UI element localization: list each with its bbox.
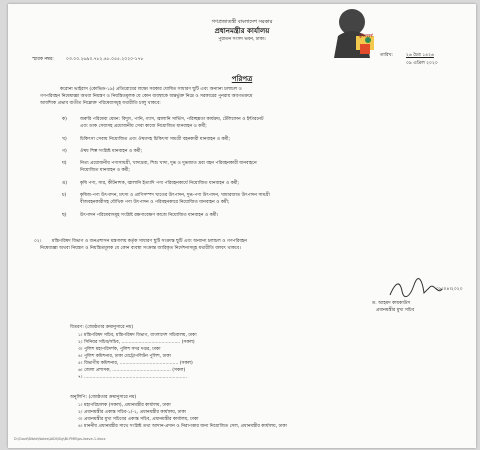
item-text: জরুরি পরিষেবা যেমন: বিদ্যুৎ, পানি, গ্যাস, জ্বালানি সার্ভিস, পরিচ্ছন্নতা কার্যক্রম, টেলিফোন ও ইন্টারনেট: [80, 117, 264, 122]
item-label: চ): [62, 193, 67, 198]
distribution-item: ৩। পুলিশ মহাপরিদর্শক, পুলিশ সদর দপ্তর, ঢাকা: [78, 347, 161, 352]
intro-line: আবশ্যিক প্রভাব ব্যতীত নিম্নোক্ত পরিষেবাসমূহ যথারীতি চালু থাকবে:: [40, 101, 161, 106]
distribution-item: ৪। পুলিশ কমিশনার, ঢাকা মেট্রোপলিটন পুলিশ, ঢাকা: [78, 354, 171, 359]
item-label: ঘ): [62, 161, 67, 166]
item-text: ঔষধ শিল্প সংশ্লিষ্ট যানবাহন ও কর্মী;: [80, 149, 143, 154]
para2-text: নিষেধাজ্ঞা অথবা নিয়ন্ত্রণ ও নিয়ন্ত্রিতমূলক যে কোন ব্যবস্থা সংক্রান্ত জারিকৃত নির্দেশনাসমূহ যথারীতি বলবৎ থাকবে।: [40, 246, 241, 251]
office-address: পুরাতন সংসদ ভবন, ঢাকা।: [218, 37, 266, 42]
office-title: প্রধানমন্ত্রীর কার্যালয়: [214, 27, 270, 35]
distribution-item: ২। সিনিয়র সচিব/সচিব, ......................................... (সকল): [78, 340, 195, 345]
distribution-item: ৭। ........................................................................: [78, 375, 187, 380]
memo-number: ০৩.০০.২৬৯০.৭৮২.৪৮.০৫৫.২০২০-১৭৮: [66, 57, 144, 62]
item-label: ছ): [62, 213, 67, 218]
distribution-item: ৬। জেলা প্রশাসক, ......................................... (সকল): [78, 368, 186, 373]
circular-title: পরিপত্র: [231, 75, 253, 83]
para2-label: ০২।: [34, 239, 42, 244]
memo-label: স্মারক নম্বর:: [32, 57, 54, 62]
signatory-designation: প্রধানমন্ত্রীর মুখ্য সচিব: [376, 308, 415, 313]
distribution-item: ৫। বিভাগীয় কমিশনার, ......................................... (সকল): [78, 361, 193, 366]
item-text: উৎপাদন পরিষেবাসমূহ সংশ্লিষ্ট রক্ষণাবেক্ষণ কাজে নিয়োজিত যানবাহন ও কর্মী।: [80, 213, 219, 218]
item-text: এবং ডাক সেবাসহ প্রয়োজনীয় সেবা কাজে নিয়োজিত যানবাহন ও কর্মী;: [80, 124, 207, 129]
copy-heading: অনুলিপি: (জ্যেষ্ঠতার ক্রমানুসারে নয়): [70, 395, 137, 400]
distribution-item: ১। মন্ত্রিপরিষদ সচিব, মন্ত্রিপরিষদ বিভাগ, বাংলাদেশ সচিবালয়, ঢাকা: [78, 333, 197, 338]
logo-emblem: [330, 6, 386, 58]
item-text: নিত্য প্রয়োজনীয় পণ্যসামগ্রী, খাদ্যদ্রব্য, শিশু খাদ্য, দুগ্ধ ও দুগ্ধজাত দ্রব্য বহন পরিবহনকারী যানবাহনে: [80, 161, 257, 166]
circular-page: [8, 4, 476, 448]
intro-line: গণপরিবহন নিষেধাজ্ঞা অথবা নিয়ন্ত্রণ ও নিয়ন্ত্রিতমূলক যে কোন ব্যবস্থাকে অন্তর্ভুক্ত নিম্নে ও সরকারের পুনরায় অবগতক্রমে: [40, 94, 253, 99]
item-label: খ): [62, 137, 67, 142]
date-label: তারিখ:: [380, 53, 393, 58]
emblem-badge-text: মুজিববর্ষ: [359, 33, 373, 38]
item-label: ক): [62, 117, 67, 122]
copy-item: ২। প্রধানমন্ত্রীর একান্ত সচিব-১/-২, প্রধানমন্ত্রীর কার্যালয়, ঢাকা: [78, 410, 186, 415]
copy-item: ৩। প্রধানমন্ত্রীর মুখ্য সচিবের একান্ত সচিব, প্রধানমন্ত্রীর কার্যালয়, ঢাকা: [78, 417, 199, 422]
copy-item: ১। মহাপরিচালক (সকল), প্রধানমন্ত্রীর কার্যালয়, ঢাকা: [78, 403, 171, 408]
item-text: নিয়োজিত যানবাহন ও কর্মী;: [80, 168, 130, 173]
item-label: ঙ): [62, 181, 68, 186]
signatory-name: ড. আহমদ কায়কাউস: [372, 301, 411, 306]
copy-item: ৪। মাননীয় প্রধানমন্ত্রীর সাথে সংশ্লিষ্ট তথ্য আদান-প্রদান ও নিরাপত্তার জন্য নিয়োজিত সেল, প্রধানমন্ত্রীর কার্যালয়, ঢাকা: [78, 424, 287, 429]
distribution-heading: বিতরণ: (জ্যেষ্ঠতার ক্রমানুসারে নয়): [70, 325, 134, 330]
item-text: চিকিৎসা সেবায় নিয়োজিত এবং ঔষধসহ চিকিৎসা সামগ্রী বহনকারী যানবাহন ও কর্মী;: [80, 137, 230, 142]
signed-date: ০৯।০৪।২০২০: [436, 287, 463, 292]
para2-text: মন্ত্রিপরিষদ বিভাগ ও জনপ্রশাসন মন্ত্রণালয় কর্তৃক সাধারণ ছুটি সংক্রান্ত ছুটি এবং অন্যান্য চলাচল ও গণপরিবহন: [52, 239, 247, 244]
footer-file-path: D:\Govt\Bible\Notes\AIDI\Sig\Bl.PMB\ps-leave-1.docx: [14, 437, 106, 441]
item-label: গ): [62, 149, 67, 154]
intro-line: করোনা ভাইরাস (কোভিড-১৯) প্রতিরোধের লক্ষ্যে সরকার ঘোষিত সাধারণ ছুটি এবং অন্যান্য চলাচল ও: [60, 87, 242, 92]
item-text: কৃষি পণ্য, সার, কীটনাশক, জ্বালানি ইত্যাদি পণ্য পরিবহনকার্যে নিয়োজিত যানবাহন ও কর্মী;: [80, 181, 240, 186]
date-bangla: ২৬ চৈত্র ১৪২৬: [406, 53, 434, 58]
item-text: কৃষিজ-পণ্য উৎপাদন, মৎস্য ও প্রাণিসম্পদ খাতের উৎপাদন, দুগ্ধ-পণ্য উৎপাদন, খামারজাত উৎপাদন সামগ্রী: [80, 193, 270, 198]
govt-line: গণপ্রজাতন্ত্রী বাংলাদেশ সরকার: [211, 19, 273, 25]
item-text: বীজবহনকারীসহ যৌথিক পণ্য উৎপাদন ও পরিবহনকারে নিয়োজিত যানবাহন ও কর্মী;: [80, 200, 230, 205]
date-english: ০৯ এপ্রিল ২০২০: [406, 61, 438, 66]
